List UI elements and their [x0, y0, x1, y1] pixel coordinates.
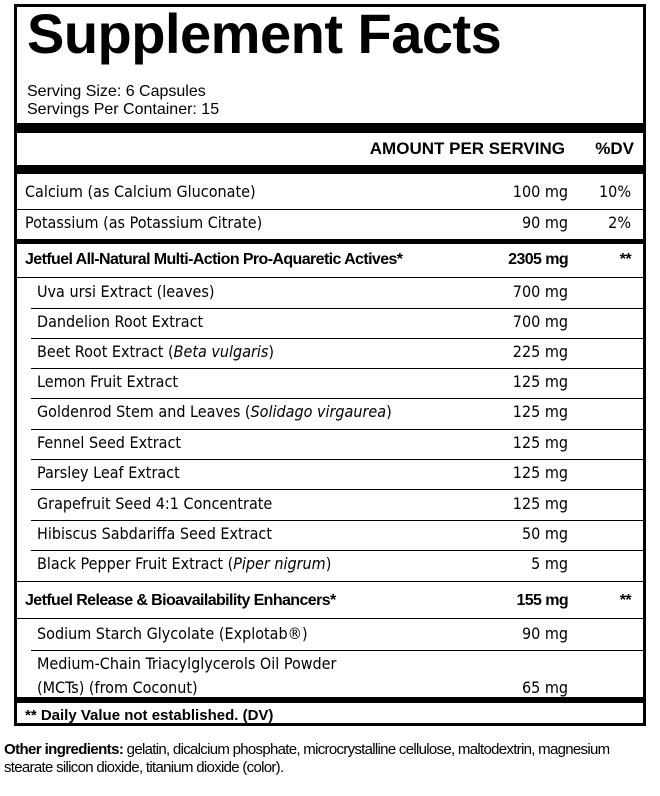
nutrient-dv: 10%: [599, 182, 631, 201]
thick-divider: [17, 123, 643, 133]
ingredient-name: Grapefruit Seed 4:1 Concentrate: [37, 494, 273, 513]
thick-divider: [17, 165, 643, 174]
row-divider: [31, 650, 643, 651]
supplement-facts-panel: [14, 4, 646, 726]
row-divider: [17, 209, 643, 210]
medium-divider: [17, 697, 643, 703]
ingredient-amount: 90 mg: [521, 624, 568, 643]
row-divider: [31, 520, 643, 521]
amount-per-serving-header: AMOUNT PER SERVING: [369, 139, 565, 158]
ingredient-name-line2: (MCTs) (from Coconut): [37, 678, 198, 697]
blend-dv: **: [619, 592, 631, 609]
ingredient-name: Fennel Seed Extract: [37, 433, 182, 452]
ingredient-amount: 125 mg: [512, 402, 568, 421]
ingredient-name: Medium-Chain Triacylglycerols Oil Powder: [37, 654, 337, 673]
footnote: ** Daily Value not established. (DV): [25, 707, 274, 724]
ingredient-amount: 700 mg: [512, 312, 568, 331]
row-divider: [31, 550, 643, 551]
ingredient-row: [17, 654, 643, 698]
ingredient-name: Lemon Fruit Extract: [37, 372, 179, 391]
ingredient-amount: 125 mg: [512, 433, 568, 452]
row-divider: [31, 489, 643, 490]
dv-header: %DV: [595, 139, 634, 158]
blend-name: Jetfuel All-Natural Multi-Action Pro-Aquaretic Actives*: [25, 251, 403, 268]
row-divider: [17, 581, 643, 582]
ingredient-amount: 225 mg: [512, 342, 568, 361]
panel-title: Supplement Facts: [27, 2, 502, 65]
ingredient-name: Black Pepper Fruit Extract (Piper nigrum): [37, 554, 332, 573]
ingredient-name: Beet Root Extract (Beta vulgaris): [37, 342, 275, 361]
ingredient-name: Uva ursi Extract (leaves): [37, 282, 215, 301]
ingredient-name: Hibiscus Sabdariffa Seed Extract: [37, 524, 272, 543]
other-ingredients-text: gelatin, dicalcium phosphate, microcrystalline cellulose, maltodextrin, magnesium stearate silicon dioxide, titanium dioxide (color).: [4, 741, 610, 776]
nutrient-name: Potassium (as Potassium Citrate): [25, 213, 263, 232]
ingredient-name: Sodium Starch Glycolate (Explotab®): [37, 624, 308, 643]
nutrient-amount: 90 mg: [521, 213, 568, 232]
row-divider: [31, 308, 643, 309]
ingredient-name: Parsley Leaf Extract: [37, 463, 180, 482]
ingredient-amount: 125 mg: [512, 372, 568, 391]
row-divider: [31, 368, 643, 369]
ingredient-amount: 50 mg: [521, 524, 568, 543]
row-divider: [17, 277, 643, 278]
ingredient-amount: 125 mg: [512, 494, 568, 513]
servings-per-container: Servings Per Container: 15: [27, 101, 220, 118]
other-ingredients: [4, 741, 652, 777]
serving-size: Serving Size: 6 Capsules: [27, 83, 206, 100]
nutrient-dv: 2%: [608, 213, 631, 232]
row-divider: [31, 398, 643, 399]
other-ingredients-label: Other ingredients:: [4, 741, 124, 758]
nutrient-amount: 100 mg: [512, 182, 568, 201]
row-divider: [31, 429, 643, 430]
ingredient-amount: 125 mg: [512, 463, 568, 482]
ingredient-amount: 700 mg: [512, 282, 568, 301]
ingredient-name: Goldenrod Stem and Leaves (Solidago virgaurea): [37, 402, 392, 421]
row-divider: [31, 459, 643, 460]
nutrient-name: Calcium (as Calcium Gluconate): [25, 182, 256, 201]
blend-dv: **: [619, 251, 631, 268]
ingredient-amount: 5 mg: [531, 554, 568, 573]
blend-amount: 155 mg: [516, 592, 568, 609]
blend-name: Jetfuel Release & Bioavailability Enhancers*: [25, 592, 336, 609]
row-divider: [31, 338, 643, 339]
ingredient-amount: 65 mg: [521, 678, 568, 697]
medium-divider: [17, 239, 643, 244]
ingredient-name: Dandelion Root Extract: [37, 312, 204, 331]
blend-amount: 2305 mg: [508, 251, 568, 268]
row-divider: [17, 618, 643, 619]
